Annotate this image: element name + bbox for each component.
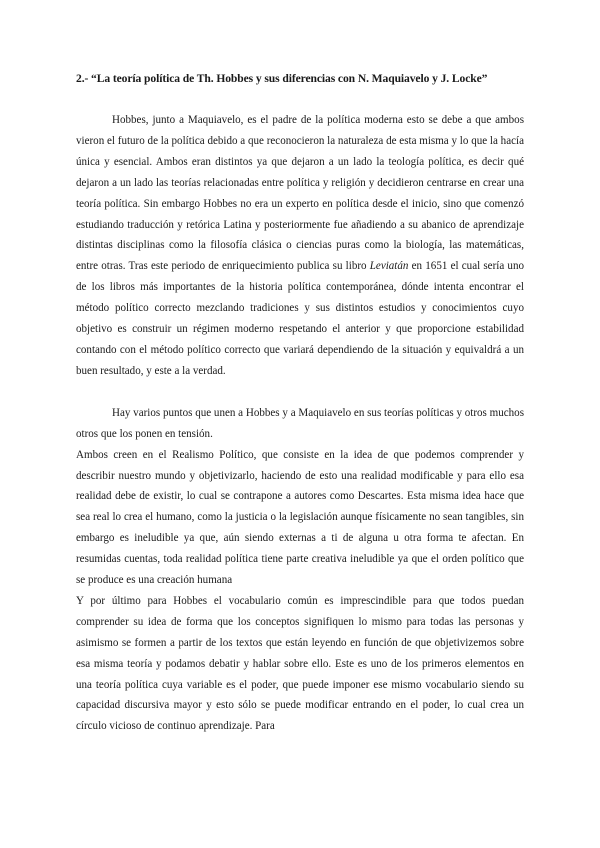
paragraph-hobbes-intro-text-1: Hobbes, junto a Maquiavelo, es el padre de la política moderna esto se debe a que ambos vieron el futuro de la política debido a que reconocieron la naturaleza de esta misma y lo que la hacía única y esencial. Ambos eran distintos ya que dejaron a un lado la teología política, es decir qué dejaron a un lado las teorías relacionadas entre política y religión y decidieron centrarse en crear una teoría política. Sin embargo Hobbes no era un experto en política desde el inicio, sino que comenzó estudiando traducción y retórica Latina y posteriormente fue añadiendo a su abanico de aprendizaje distintas disciplinas como la filosofía clásica o ciencias puras como la biología, las matemáticas, entre otras. Tras este periodo de enriquecimiento publica su libro xyxy=(76,114,524,273)
book-title-leviatan: Leviatán xyxy=(369,260,409,273)
paragraph-hobbes-intro-text-2: en 1651 el cual sería uno de los libros más importantes de la historia política contemporánea, dónde intenta encontrar el método político correcto mezclando tradiciones y sus distintos estudios y conocimientos cuyo objetivo es construir un régimen moderno respetando el anterior y que proporcione estabilidad contando con el método político correcto que variará dependiendo de la situación y equivaldrá a un buen resultado, y este a la verdad. xyxy=(76,260,525,377)
paragraph-points-of-union: Hay varios puntos que unen a Hobbes y a Maquiavelo en sus teorías políticas y otros muchos otros que los ponen en tensión. xyxy=(76,406,524,440)
paragraph-common-vocabulary: Y por último para Hobbes el vocabulario común es imprescindible para que todos puedan comprender su idea de forma que los conceptos signifiquen lo mismo para todas las personas y asimismo se formen a partir de los textos que están leyendo en función de que objetivizemos sobre esa misma teoría y podamos debatir y hablar sobre ello. Este es uno de los primeros elementos en una teoría política cuya variable es el poder, que puede imponer ese mismo vocabulario siendo su capacidad discursiva mayor y esto sólo se puede modificar entrando en el poder, lo cual crea un círculo vicioso de continuo aprendizaje. Para xyxy=(76,594,524,733)
paragraph-political-realism: Ambos creen en el Realismo Político, que consiste en la idea de que podemos comprender y describir nuestro mundo y objetivizarlo, haciendo de esto una realidad modificable y para ello esa realidad debe de existir, lo cual se contrapone a autores como Descartes. Esta misma idea hace que sea real lo crea el humano, como la justicia o la legislación aunque físicamente no sean tangibles, sin embargo es ineludible ya que, aún siendo externas a ti de alguna u otra forma te afectan. En resumidas cuentas, toda realidad política tiene parte creativa ineludible ya que el orden político que se produce es una creación humana xyxy=(76,448,524,587)
paragraph-hobbes-intro xyxy=(76,110,524,382)
section-title: 2.- “La teoría política de Th. Hobbes y sus diferencias con N. Maquiavelo y J. Locke” xyxy=(76,72,488,85)
paragraph-gap xyxy=(76,382,524,403)
